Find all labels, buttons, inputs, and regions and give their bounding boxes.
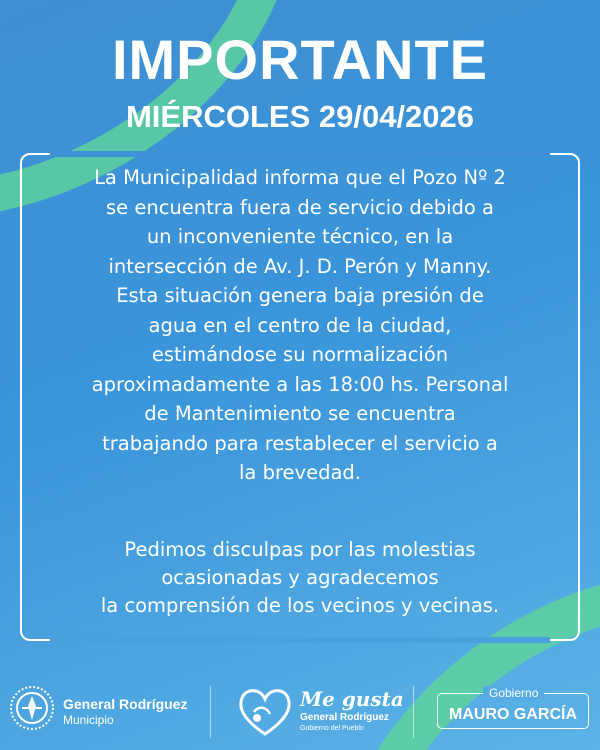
municipio-name: General Rodríguez [63, 696, 188, 712]
municipio-label: Municipio [63, 713, 114, 727]
body-line: agua en el centro de la ciudad, [148, 313, 452, 337]
heart-logo-icon [236, 684, 294, 738]
notice-date: MIÉRCOLES 29/04/2026 [125, 99, 475, 134]
gobierno-label: Gobierno [483, 686, 544, 700]
notice-body [30, 163, 570, 488]
footer-logos [0, 676, 600, 750]
body-line: La Municipalidad informa que el Pozo Nº 2 [94, 166, 506, 189]
campaign-tagline: Gobierno del Pueblo [300, 725, 364, 732]
body-line: estimándose su normalización [151, 343, 449, 366]
campaign-title: Me gusta [300, 687, 404, 711]
notice-closing [30, 536, 570, 620]
footer-divider [210, 686, 211, 738]
body-line: Esta situación genera baja presión de [116, 284, 484, 307]
body-line: trabajando para restablecer el servicio a [102, 431, 498, 455]
body-line: intersección de Av. J. D. Perón y Manny. [108, 254, 492, 278]
body-line: se encuentra fuera de servicio debido a [106, 195, 494, 219]
gobierno-name: MAURO GARCÍA [449, 706, 577, 723]
body-line: un inconveniente técnico, en la [146, 225, 454, 248]
closing-line: ocasionadas y agradecemos [161, 566, 439, 589]
footer-divider [413, 686, 414, 738]
campaign-subtitle: General Rodríguez [300, 712, 389, 723]
closing-line: la comprensión de los vecinos y vecinas. [100, 594, 500, 617]
municipio-crest-icon [8, 684, 56, 732]
closing-line: Pedimos disculpas por las molestias [124, 538, 476, 561]
body-line: la brevedad. [239, 461, 361, 484]
body-line: aproximadamente a las 18:00 hs. Personal [91, 372, 509, 396]
page-title: IMPORTANTE [111, 28, 489, 91]
body-line: de Mantenimiento se encuentra [144, 402, 456, 425]
